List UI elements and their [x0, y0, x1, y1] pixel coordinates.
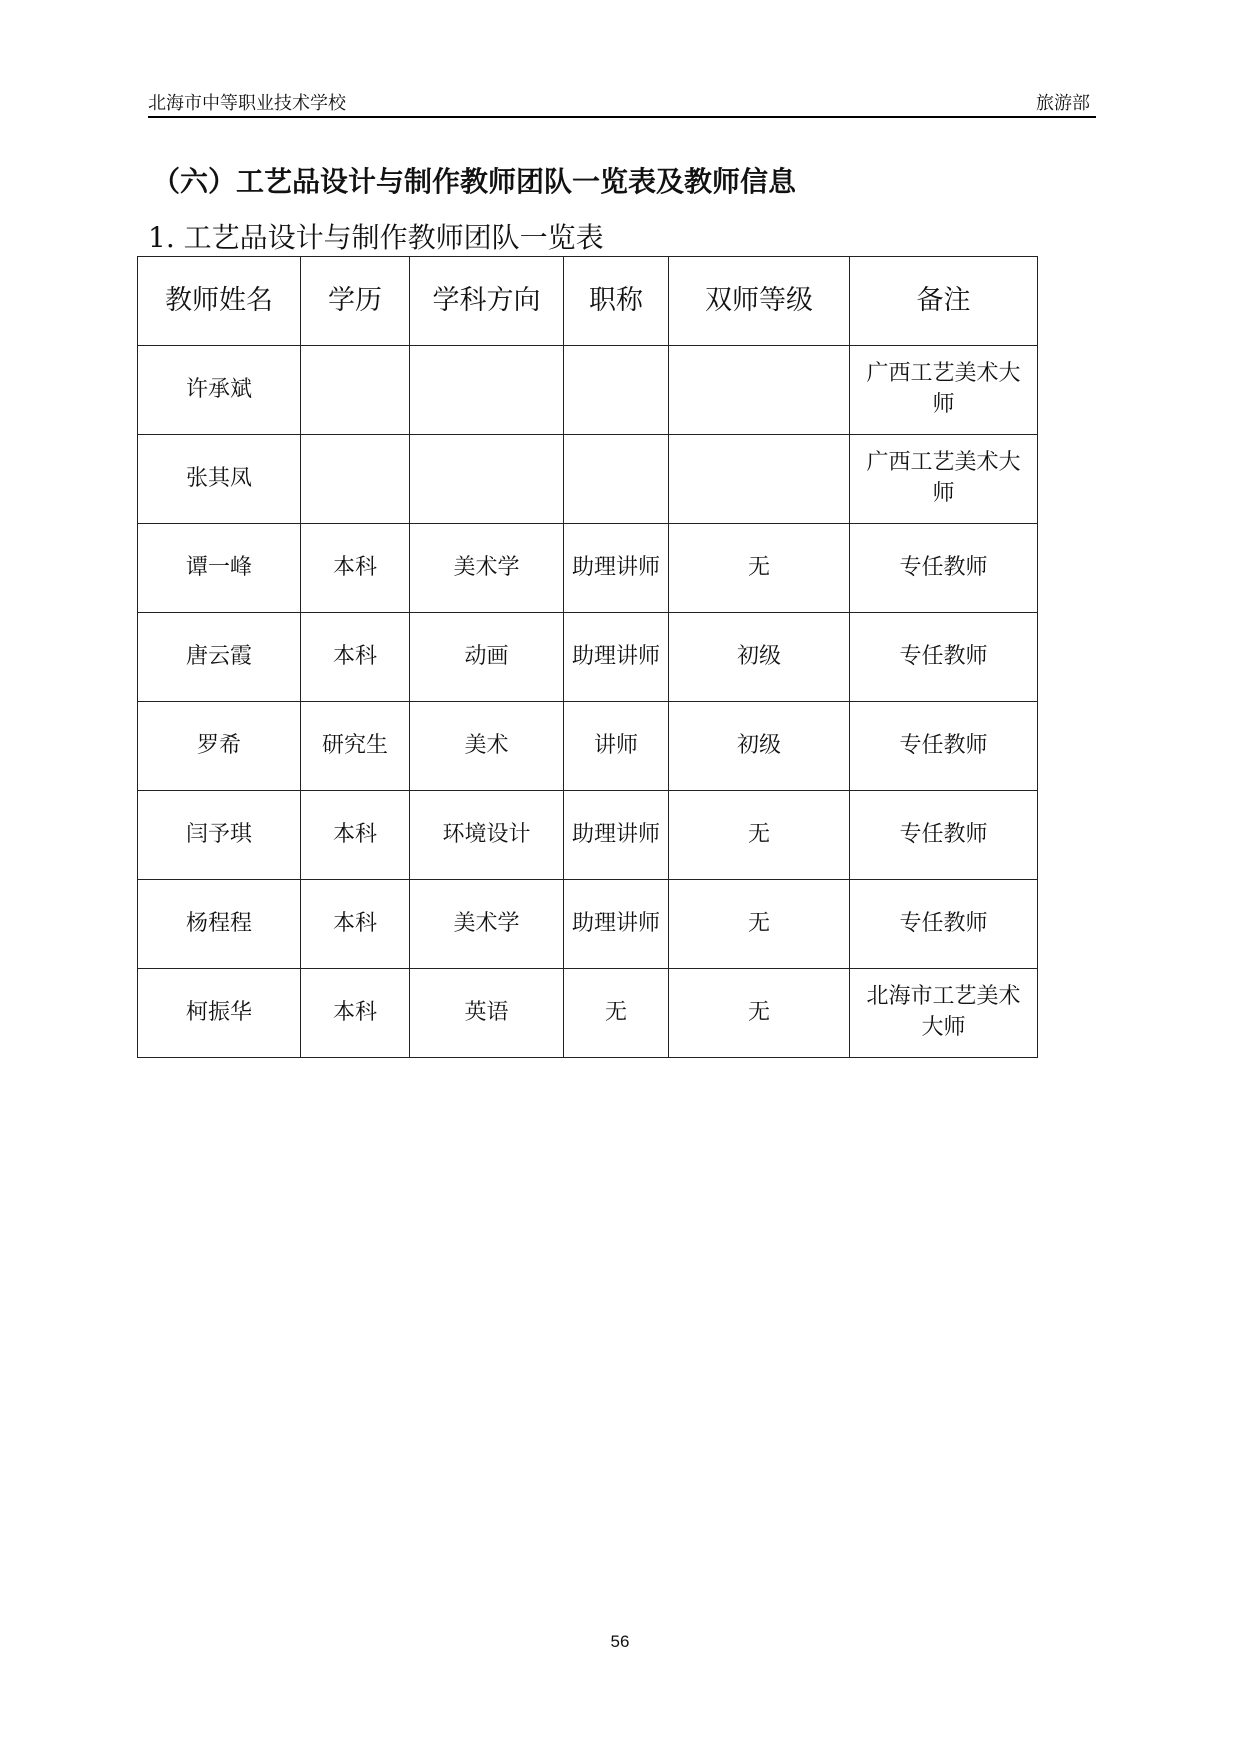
table-cell: 柯振华 — [138, 969, 301, 1058]
table-body — [138, 346, 1038, 1058]
table-cell: 本科 — [301, 969, 410, 1058]
section-title: （六）工艺品设计与制作教师团队一览表及教师信息 — [152, 165, 797, 198]
table-row — [138, 880, 1038, 969]
table-cell: 助理讲师 — [564, 613, 669, 702]
table-cell: 唐云霞 — [138, 613, 301, 702]
table-cell — [301, 346, 410, 435]
table-cell — [564, 346, 669, 435]
table-cell: 本科 — [301, 880, 410, 969]
table-row — [138, 524, 1038, 613]
page-number: 56 — [610, 1632, 630, 1651]
table-cell: 研究生 — [301, 702, 410, 791]
page-header — [148, 86, 1096, 118]
table-cell: 环境设计 — [410, 791, 564, 880]
table-cell — [410, 346, 564, 435]
table-cell — [564, 435, 669, 524]
table-cell: 杨程程 — [138, 880, 301, 969]
table-cell: 美术 — [410, 702, 564, 791]
table-cell: 本科 — [301, 791, 410, 880]
table-cell: 助理讲师 — [564, 791, 669, 880]
table-cell: 美术学 — [410, 524, 564, 613]
table-row — [138, 791, 1038, 880]
table-cell: 专任教师 — [850, 613, 1038, 702]
table-cell: 无 — [669, 524, 850, 613]
table-cell: 专任教师 — [850, 791, 1038, 880]
table-cell — [669, 435, 850, 524]
table-cell: 英语 — [410, 969, 564, 1058]
table-cell: 谭一峰 — [138, 524, 301, 613]
table-header-row — [138, 257, 1038, 346]
table-cell: 初级 — [669, 613, 850, 702]
table-cell: 初级 — [669, 702, 850, 791]
column-header: 教师姓名 — [138, 257, 301, 346]
table-cell: 讲师 — [564, 702, 669, 791]
table-cell — [410, 435, 564, 524]
table-cell — [301, 435, 410, 524]
table-title: 1. 工艺品设计与制作教师团队一览表 — [148, 221, 604, 254]
column-header: 学科方向 — [410, 257, 564, 346]
table-cell: 无 — [669, 969, 850, 1058]
column-header: 备注 — [850, 257, 1038, 346]
table-cell: 无 — [669, 880, 850, 969]
table-cell: 无 — [669, 791, 850, 880]
table-row — [138, 435, 1038, 524]
table-cell: 许承斌 — [138, 346, 301, 435]
column-header: 职称 — [564, 257, 669, 346]
table-cell: 专任教师 — [850, 880, 1038, 969]
table-cell: 助理讲师 — [564, 880, 669, 969]
table-cell: 本科 — [301, 524, 410, 613]
table-cell — [669, 346, 850, 435]
table-cell: 本科 — [301, 613, 410, 702]
table-cell: 无 — [564, 969, 669, 1058]
table-cell: 专任教师 — [850, 524, 1038, 613]
table-cell: 张其凤 — [138, 435, 301, 524]
table-cell: 广西工艺美术大师 — [850, 346, 1038, 435]
table-cell: 北海市工艺美术大师 — [850, 969, 1038, 1058]
table-cell: 罗希 — [138, 702, 301, 791]
table-row — [138, 702, 1038, 791]
column-header: 双师等级 — [669, 257, 850, 346]
table-cell: 广西工艺美术大师 — [850, 435, 1038, 524]
table-row — [138, 969, 1038, 1058]
table-row — [138, 613, 1038, 702]
school-name: 北海市中等职业技术学校 — [148, 93, 346, 114]
table-row — [138, 346, 1038, 435]
table-cell: 专任教师 — [850, 702, 1038, 791]
table-cell: 美术学 — [410, 880, 564, 969]
table-cell: 助理讲师 — [564, 524, 669, 613]
department-name: 旅游部 — [1036, 93, 1090, 114]
column-header: 学历 — [301, 257, 410, 346]
teacher-roster-table — [137, 256, 1038, 1058]
table-cell: 闫予琪 — [138, 791, 301, 880]
table-cell: 动画 — [410, 613, 564, 702]
